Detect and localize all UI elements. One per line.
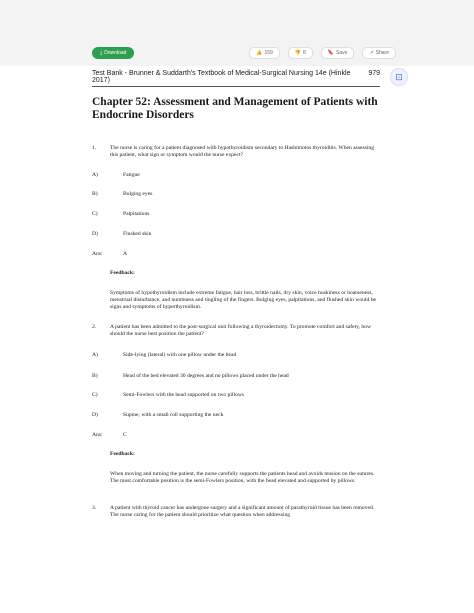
answer-value: C [123,432,127,438]
scan-button[interactable] [390,68,408,86]
feedback-label: Feedback: [110,451,135,457]
thumbs-down-icon: 👎 [294,50,302,56]
answer-label: Ans: [92,432,103,438]
option-text: Bulging eyes [123,191,153,197]
question-text: A patient with thyroid cancer has undergone surgery and a significant amount of parathyroid tissue has been removed. The nurse caring for the patient should prioritize what question when addressing [110,505,375,518]
option-text: Palpitations [123,211,150,217]
option-text: Head of the bed elevated 30 degrees and no pillows placed under the head [123,373,289,379]
option-letter: B) [92,191,98,197]
option-letter: A) [92,352,98,358]
viewer-top-bar [0,0,474,66]
thumbs-up-icon: 👍 [256,50,263,56]
answer-label: Ans: [92,251,103,257]
feedback-label: Feedback: [110,270,135,276]
chapter-title: Chapter 52: Assessment and Management of Patients with Endocrine Disorders [92,96,378,121]
save-label: Save [336,50,348,56]
question-number: 1. [92,145,97,151]
option-text: Side-lying (lateral) with one pillow under the head [123,352,237,358]
share-button[interactable] [362,47,396,59]
option-text: Semi-Fowlers with the head supported on two pillows [123,392,245,398]
page-running-header [92,70,380,87]
like-count: 159 [264,50,273,56]
question-text: The nurse is caring for a patient diagnosed with hypothyroidism secondary to Hashimotos thyroiditis. When assessing this patient, what sign or symptom would the nurse expect? [110,145,375,158]
scan-icon: ⊡ [395,71,403,82]
download-button[interactable] [92,47,134,59]
question-text: A patient has been admitted to the post-surgical unit following a thyroidectomy. To promote comfort and safety, how should the nurse best position the patient? [110,324,372,337]
feedback-text: Symptoms of hypothyroidism include extreme fatigue, hair loss, brittle nails, dry skin, voice huskiness or hoarseness, menstrual disturbance, and numbness and tingling of the fingers. Bulging eyes, palpitations, and flushed skin would be signs and symptoms of hyperthyroidism. [110,290,376,310]
page-number: 979 [368,70,380,77]
question-number: 2. [92,324,97,330]
option-text: Flushed skin [123,231,152,237]
bookmark-icon: 🔖 [327,50,335,56]
option-letter: C) [92,211,98,217]
dislike-count: 8 [303,50,306,56]
option-letter: A) [92,172,98,178]
download-label: Download [104,50,127,56]
share-label: Share [375,50,389,56]
like-button[interactable] [249,47,280,59]
option-letter: B) [92,373,98,379]
option-text: Supine, with a small roll supporting the neck [123,412,224,418]
option-text: Fatigue [123,172,140,178]
share-icon: ↗ [369,50,374,56]
download-icon: ⤓ [100,50,103,56]
feedback-text: When moving and turning the patient, the nurse carefully supports the patients head and avoids tension on the sutures. The most comfortable position is the semi-Fowlers position, with the head elevated and supported by pillows. [110,471,375,484]
option-letter: D) [92,412,98,418]
question-number: 3. [92,505,97,511]
option-letter: D) [92,231,98,237]
save-button[interactable] [321,47,355,59]
toolbar-actions [249,47,396,59]
option-letter: C) [92,392,98,398]
document-toolbar [92,44,396,62]
answer-value: A [123,251,128,257]
running-title: Test Bank - Brunner & Suddarth's Textbook of Medical-Surgical Nursing 14e (Hinkle 2017) [92,70,351,84]
dislike-button[interactable] [288,47,313,59]
